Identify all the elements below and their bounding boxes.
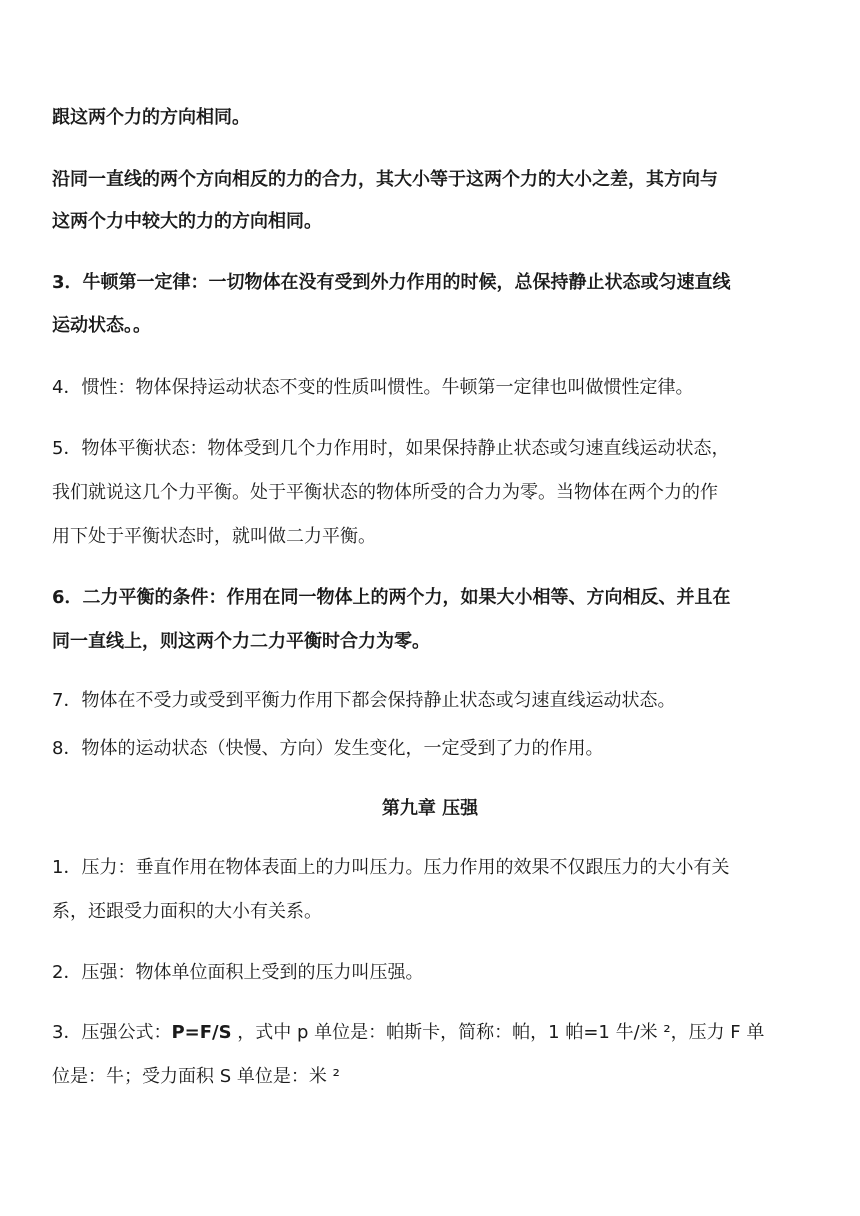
paragraph-line: 7．物体在不受力或受到平衡力作用下都会保持静止状态或匀速直线运动状态。 xyxy=(52,690,676,711)
paragraph-line: 跟这两个力的方向相同。 xyxy=(52,107,250,128)
paragraph-line: 这两个力中较大的力的方向相同。 xyxy=(52,211,322,232)
paragraph-line: 2．压强：物体单位面积上受到的压力叫压强。 xyxy=(52,962,424,983)
paragraph-line: 位是：牛；受力面积 S 单位是：米 ² xyxy=(52,1066,340,1087)
paragraph-line: 5．物体平衡状态：物体受到几个力作用时，如果保持静止状态或匀速直线运动状态， xyxy=(52,438,730,459)
paragraph-line: 8．物体的运动状态（快慢、方向）发生变化，一定受到了力的作用。 xyxy=(52,738,604,759)
paragraph-line: 用下处于平衡状态时，就叫做二力平衡。 xyxy=(52,526,376,547)
pressure-formula: P=F/S xyxy=(171,1022,232,1043)
paragraph-line: 4．惯性：物体保持运动状态不变的性质叫惯性。牛顿第一定律也叫做惯性定律。 xyxy=(52,377,694,398)
paragraph-line: 沿同一直线的两个方向相反的力的合力，其大小等于这两个力的大小之差，其方向与 xyxy=(52,169,718,190)
chapter-title: 第九章 压强 xyxy=(381,798,479,819)
paragraph-line: 1．压力：垂直作用在物体表面上的力叫压力。压力作用的效果不仅跟压力的大小有关 xyxy=(52,857,730,878)
paragraph-line: 3．牛顿第一定律：一切物体在没有受到外力作用的时候，总保持静止状态或匀速直线 xyxy=(52,272,731,293)
formula-explanation: ，式中 p 单位是：帕斯卡，简称：帕，1 帕=1 牛/米 ²，压力 F 单 xyxy=(231,1022,765,1043)
paragraph-line: 同一直线上，则这两个力二力平衡时合力为零。 xyxy=(52,631,430,652)
paragraph-line: 6．二力平衡的条件：作用在同一物体上的两个力，如果大小相等、方向相反、并且在 xyxy=(52,587,731,608)
formula-prefix: 3．压强公式： xyxy=(52,1022,172,1043)
paragraph-line xyxy=(52,1010,812,1056)
paragraph-line: 运动状态。。 xyxy=(52,315,151,336)
paragraph-line: 我们就说这几个力平衡。处于平衡状态的物体所受的合力为零。当物体在两个力的作 xyxy=(52,482,718,503)
paragraph-line: 系，还跟受力面积的大小有关系。 xyxy=(52,901,322,922)
